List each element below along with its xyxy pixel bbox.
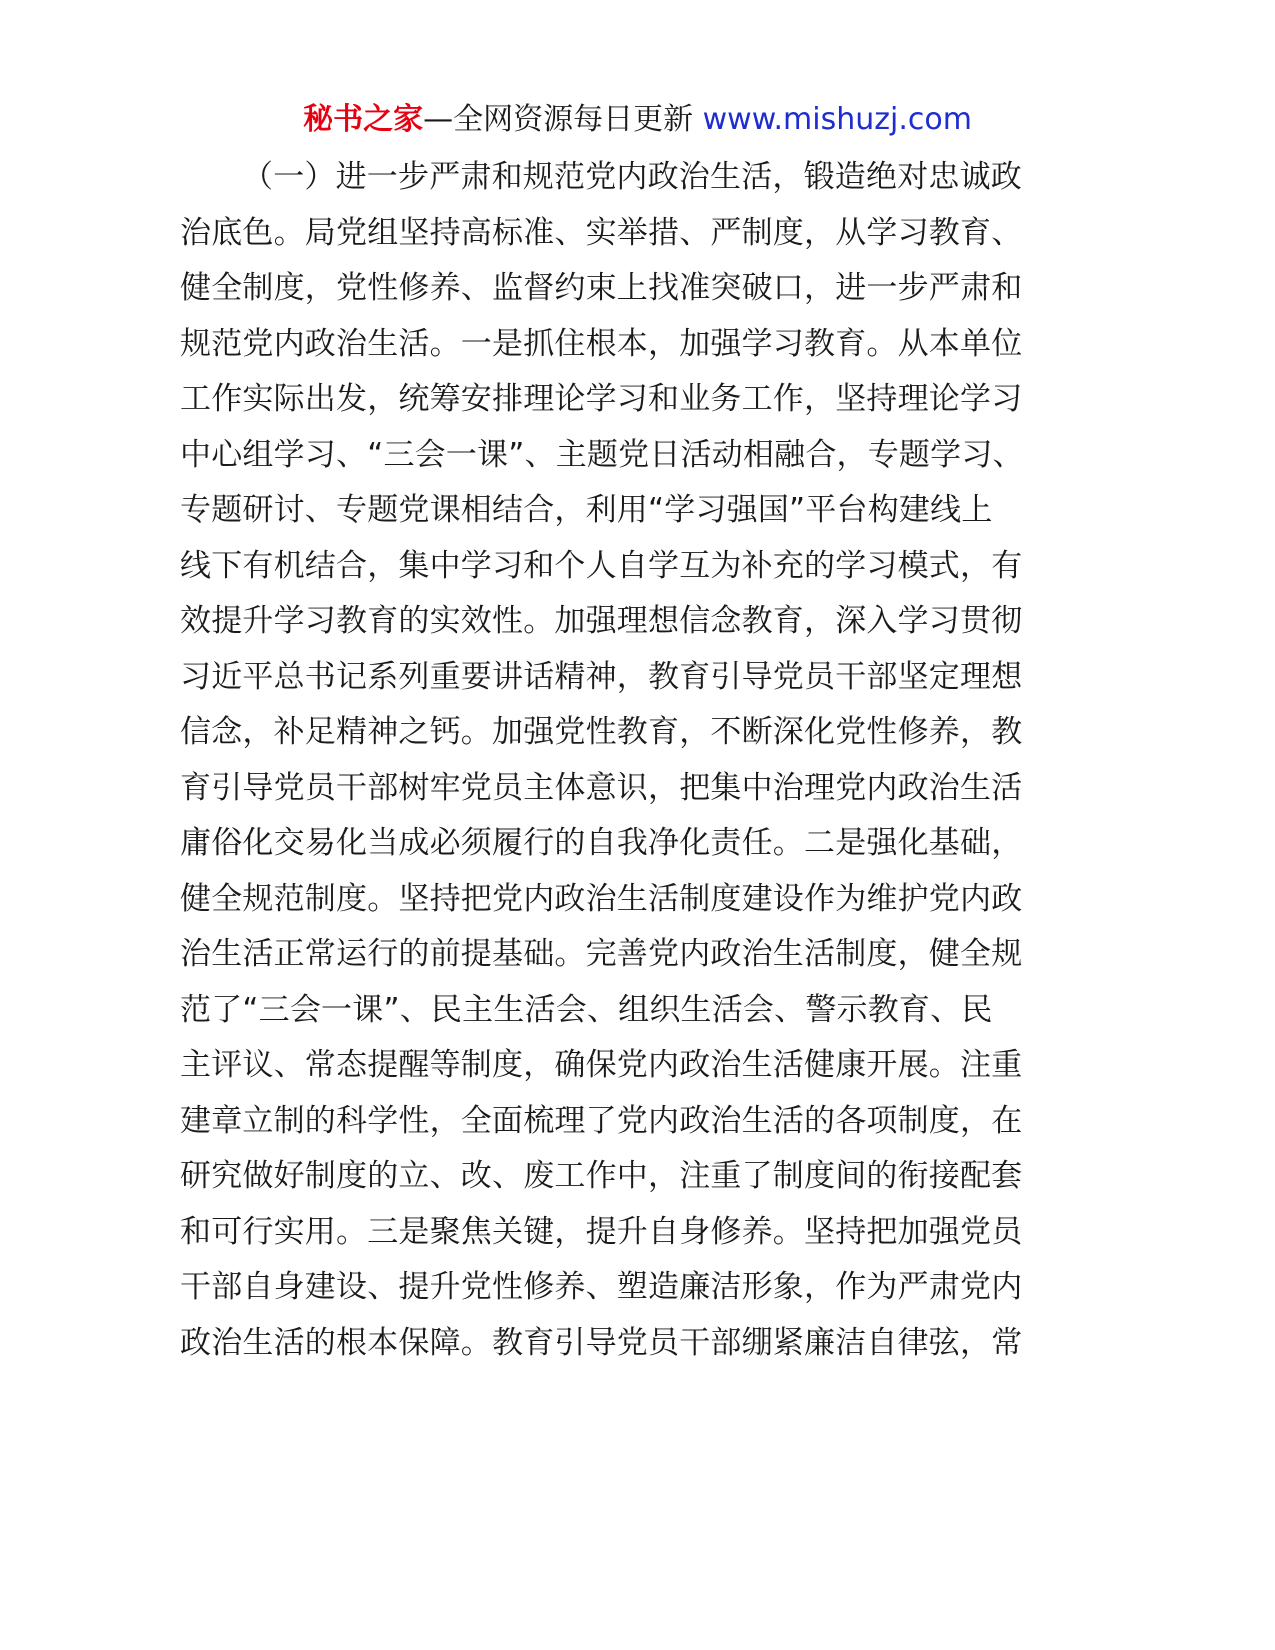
site-tagline: —全网资源每日更新 (423, 102, 694, 137)
text-line: 中心组学习、“三会一课”、主题党日活动相融合，专题学习、 (180, 436, 1024, 473)
text-line: 政治生活的根本保障。教育引导党员干部绷紧廉洁自律弦，常 (180, 1324, 1023, 1361)
text-line: 健全制度，党性修养、监督约束上找准突破口，进一步严肃和 (180, 270, 1023, 306)
site-brand: 秘书之家 (303, 102, 424, 137)
text-line: 治生活正常运行的前提基础。完善党内政治生活制度，健全规 (180, 936, 1023, 972)
page-header (0, 98, 1275, 142)
text-line: 建章立制的科学性，全面梳理了党内政治生活的各项制度，在 (180, 1102, 1023, 1139)
document-body (180, 150, 1060, 1371)
text-line: 专题研讨、专题党课相结合，利用“学习强国”平台构建线上 (180, 492, 993, 528)
text-line: 工作实际出发，统筹安排理论学习和业务工作，坚持理论学习 (180, 381, 1023, 417)
text-line: 健全规范制度。坚持把党内政治生活制度建设作为维护党内政 (180, 880, 1023, 917)
text-line: 研究做好制度的立、改、废工作中，注重了制度间的衔接配套 (180, 1158, 1023, 1194)
text-line: 信念，补足精神之钙。加强党性教育，不断深化党性修养，教 (180, 714, 1023, 750)
text-line: 庸俗化交易化当成必须履行的自我净化责任。二是强化基础， (180, 825, 1023, 861)
text-line: 习近平总书记系列重要讲话精神，教育引导党员干部坚定理想 (180, 658, 1023, 695)
text-line: 主评议、常态提醒等制度，确保党内政治生活健康开展。注重 (180, 1047, 1023, 1083)
text-line: 效提升学习教育的实效性。加强理想信念教育，深入学习贯彻 (180, 603, 1023, 639)
text-line: 干部自身建设、提升党性修养、塑造廉洁形象，作为严肃党内 (180, 1269, 1023, 1305)
text-line: 线下有机结合，集中学习和个人自学互为补充的学习模式，有 (180, 547, 1023, 584)
text-line: 和可行实用。三是聚焦关键，提升自身修养。坚持把加强党员 (180, 1213, 1023, 1250)
text-line: 治底色。局党组坚持高标准、实举措、严制度，从学习教育、 (180, 214, 1023, 251)
site-url-link[interactable]: www.mishuzj.com (702, 102, 972, 137)
text-line: 育引导党员干部树牢党员主体意识，把集中治理党内政治生活 (180, 769, 1023, 806)
text-line: （一）进一步严肃和规范党内政治生活，锻造绝对忠诚政 (242, 159, 1022, 195)
text-line: 范了“三会一课”、民主生活会、组织生活会、警示教育、民 (180, 991, 993, 1028)
text-line: 规范党内政治生活。一是抓住根本，加强学习教育。从本单位 (180, 325, 1023, 362)
